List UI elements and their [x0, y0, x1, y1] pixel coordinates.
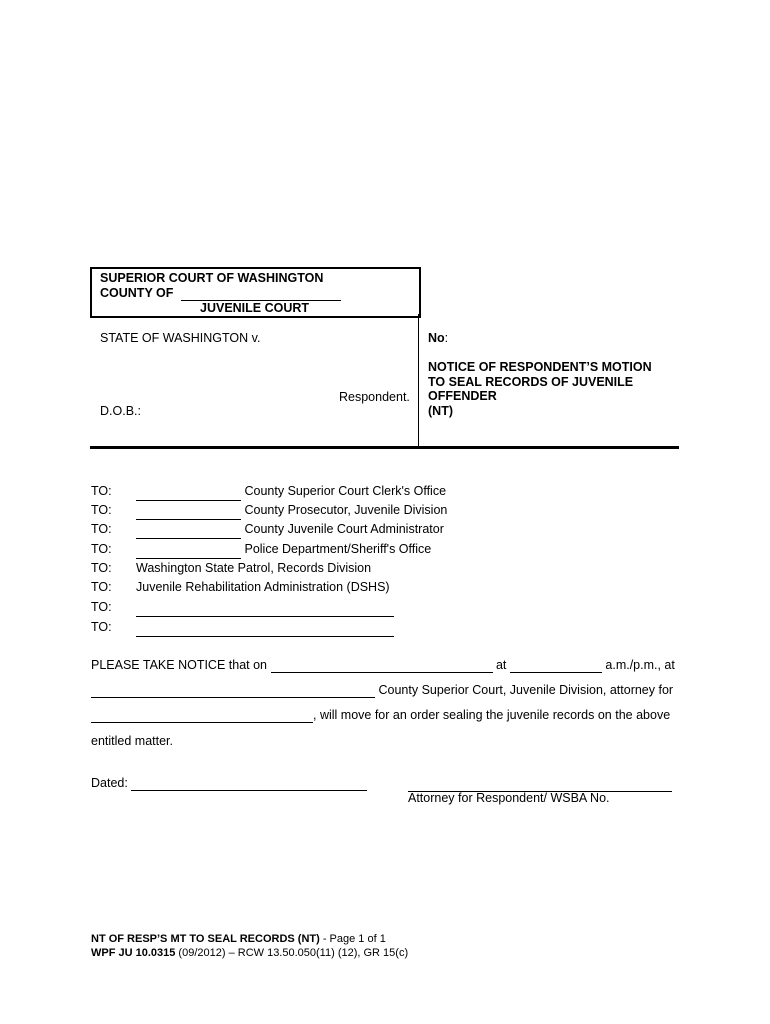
attorney-label: Attorney for Respondent/ WSBA No. — [408, 791, 610, 805]
document-title — [428, 360, 652, 418]
notice-text: , will move for an order sealing the juvenile records on the above — [313, 708, 671, 722]
footer-citation: (09/2012) – RCW 13.50.050(11) (12), GR 15(c) — [175, 947, 409, 959]
dated-blank[interactable] — [131, 778, 367, 791]
city-name-blank[interactable] — [136, 546, 241, 559]
footer-line-2 — [91, 946, 408, 960]
notice-line-3 — [91, 707, 670, 723]
hearing-time-blank[interactable] — [510, 660, 602, 673]
other-recipient-blank[interactable] — [136, 604, 394, 617]
caption-horizontal-divider — [90, 446, 679, 449]
state-v-label: STATE OF WASHINGTON v. — [100, 331, 261, 345]
footer-form-code: WPF JU 10.0315 — [91, 947, 176, 959]
to-label: TO: — [91, 561, 112, 575]
to-label: TO: — [91, 503, 112, 517]
to-label: TO: — [91, 620, 112, 634]
to-label: TO: — [91, 600, 112, 614]
title-line-4: (NT) — [428, 403, 453, 418]
court-caption-box — [90, 267, 421, 318]
other-recipient-blank[interactable] — [136, 624, 394, 637]
recipient-text: County Prosecutor, Juvenile Division — [244, 503, 448, 517]
to-label: TO: — [91, 484, 112, 498]
notice-text: PLEASE TAKE NOTICE that on — [91, 658, 268, 672]
case-number-colon: : — [444, 331, 449, 345]
county-blank[interactable] — [181, 288, 341, 301]
county-label: COUNTY OF — [100, 286, 174, 300]
title-line-1: NOTICE OF RESPONDENT’S MOTION — [428, 360, 652, 374]
recipient-text: County Superior Court Clerk's Office — [244, 484, 447, 498]
case-number-label: No — [428, 331, 445, 345]
county-line — [100, 286, 341, 301]
court-name: SUPERIOR COURT OF WASHINGTON — [100, 271, 324, 285]
county-name-blank[interactable] — [136, 526, 241, 539]
notice-text: at — [495, 658, 507, 672]
footer-line-1 — [91, 932, 386, 946]
dob-label: D.O.B.: — [100, 404, 141, 418]
dated-line — [91, 775, 367, 791]
county-name-blank[interactable] — [136, 507, 241, 520]
notice-text: County Superior Court, Juvenile Division, attorney for — [378, 683, 674, 697]
notice-text: a.m./p.m., at — [605, 658, 675, 672]
caption-vertical-divider — [418, 314, 419, 447]
to-label: TO: — [91, 522, 112, 536]
notice-line-1 — [91, 657, 675, 673]
title-line-2: TO SEAL RECORDS OF JUVENILE — [428, 374, 634, 389]
notice-line-2 — [91, 682, 673, 698]
recipient-text: Police Department/Sheriff's Office — [244, 542, 432, 556]
footer-form-title: NT OF RESP’S MT TO SEAL RECORDS (NT) — [91, 933, 320, 945]
recipient-text: Juvenile Rehabilitation Administration (DSHS) — [136, 580, 390, 594]
hearing-date-blank[interactable] — [271, 660, 493, 673]
recipient-text: Washington State Patrol, Records Division — [136, 561, 372, 575]
recipient-text: County Juvenile Court Administrator — [244, 522, 444, 536]
respondent-label: Respondent. — [339, 390, 410, 404]
footer-page: - Page 1 of 1 — [319, 933, 386, 945]
notice-line-4: entitled matter. — [91, 734, 173, 748]
county-name-blank[interactable] — [136, 488, 241, 501]
to-label: TO: — [91, 580, 112, 594]
to-label: TO: — [91, 542, 112, 556]
dated-label: Dated: — [91, 776, 128, 790]
juvenile-court-label: JUVENILE COURT — [200, 301, 310, 315]
title-line-3: OFFENDER — [428, 389, 497, 403]
respondent-name-blank[interactable] — [91, 710, 313, 723]
hearing-location-blank[interactable] — [91, 685, 375, 698]
case-number[interactable] — [428, 331, 448, 345]
